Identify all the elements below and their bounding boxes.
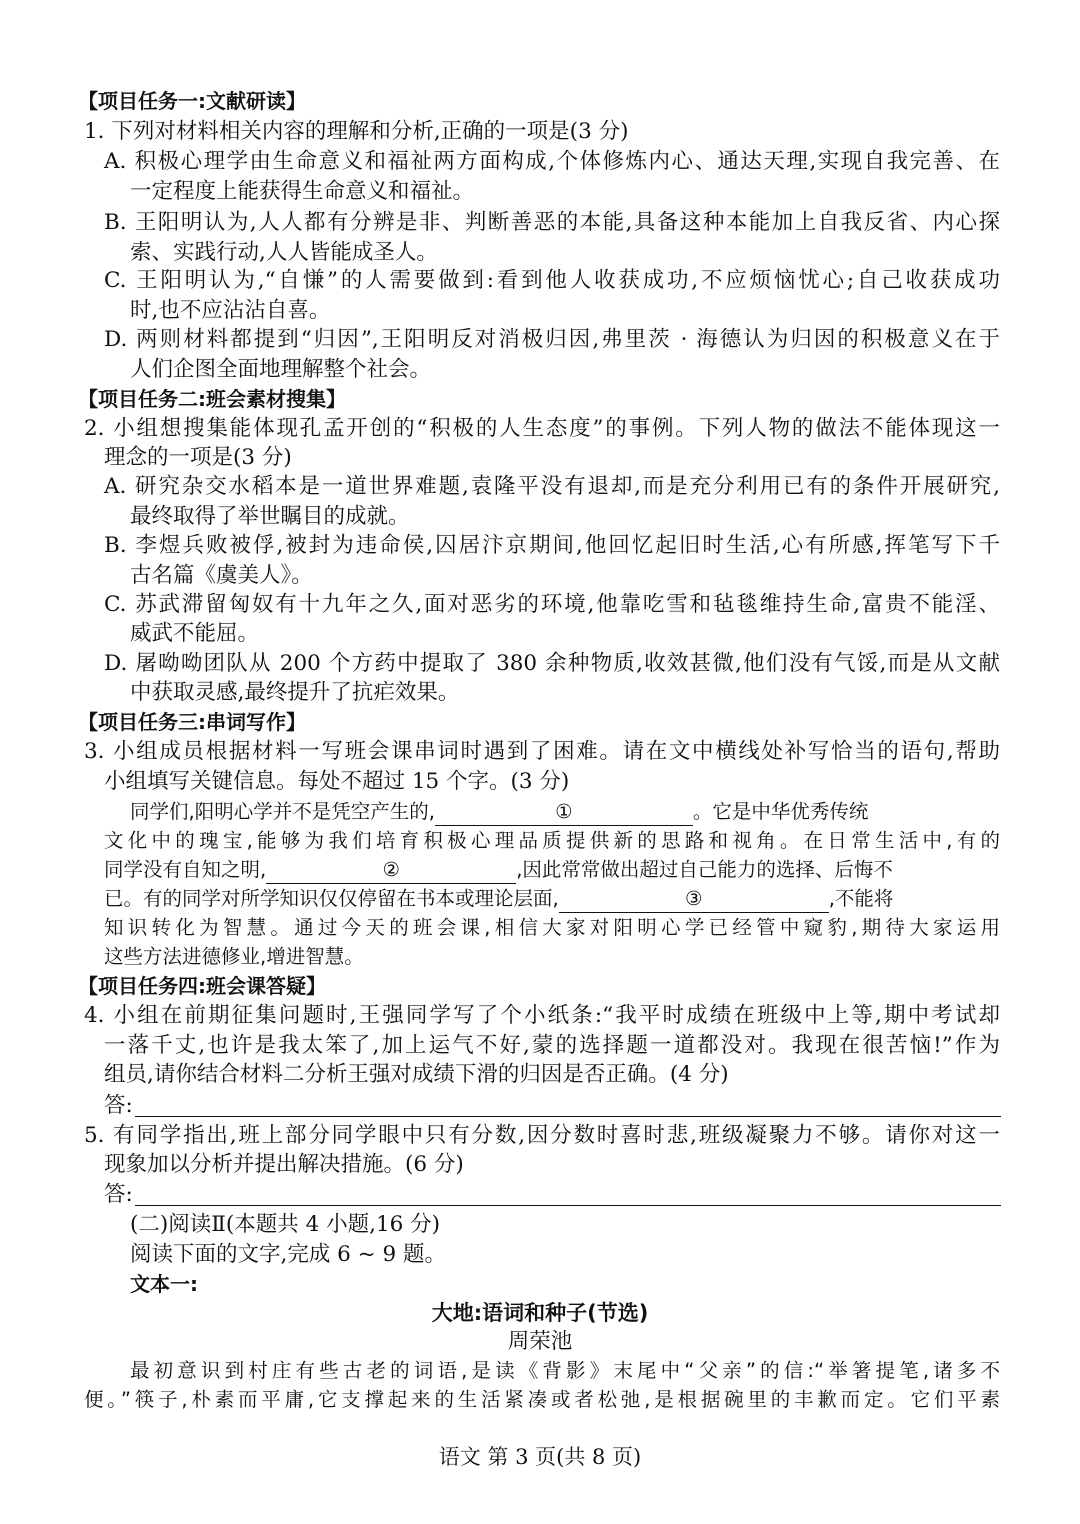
fill-blank-3[interactable]: ③ xyxy=(559,886,829,913)
article-author: 周荣池 xyxy=(507,1329,573,1354)
q1-option-a-cont: 一定程度上能获得生命意义和福祉。 xyxy=(130,179,475,204)
question-4-stem: 4. 小组在前期征集问题时,王强同学写了个小纸条:“我平时成绩在班级中上等,期中考试却 xyxy=(84,1003,1000,1028)
passage-line-2: 文化中的瑰宝,能够为我们培育积极心理品质提供新的思路和视角。在日常生活中,有的 xyxy=(104,829,1000,852)
question-5-stem: 5. 有同学指出,班上部分同学眼中只有分数,因分数时喜时悲,班级凝聚力不够。请你对这一 xyxy=(84,1123,1000,1148)
question-2-stem: 2. 小组想搜集能体现孔孟开创的“积极的人生态度”的事例。下列人物的做法不能体现这一 xyxy=(84,416,1000,441)
q4-answer-label: 答: xyxy=(104,1093,133,1118)
question-3-stem: 3. 小组成员根据材料一写班会课串词时遇到了困难。请在文中横线处补写恰当的语句,帮助 xyxy=(84,739,1000,764)
question-5-stem-cont: 现象加以分析并提出解决措施。(6 分) xyxy=(104,1152,464,1177)
q1-option-d-cont: 人们企图全面地理解整个社会。 xyxy=(130,357,432,382)
passage-line-5: 知识转化为智慧。通过今天的班会课,相信大家对阳明心学已经管中窥豹,期待大家运用 xyxy=(104,916,1000,939)
question-4-stem-cont2: 组员,请你结合材料二分析王强对成绩下滑的归因是否正确。(4 分) xyxy=(104,1062,729,1087)
q2-option-d: D. 屠呦呦团队从 200 个方药中提取了 380 余种物质,收效甚微,他们没有气馁,而是从文献 xyxy=(104,651,1000,676)
text-one-label: 文本一: xyxy=(130,1272,198,1296)
fill-blank-2[interactable]: ② xyxy=(266,857,516,884)
q1-option-c: C. 王阳明认为,“自慊”的人需要做到:看到他人收获成功,不应烦恼忧心;自己收获成功 xyxy=(104,268,1000,293)
section-3-header: 【项目任务三:串词写作】 xyxy=(78,710,306,734)
q5-answer-line[interactable] xyxy=(135,1205,1001,1206)
passage-text: ,因此常常做出超过自己能力的选择、后悔不 xyxy=(516,858,893,881)
passage-text: ,不能将 xyxy=(828,887,894,910)
article-body-line-2: 便。”筷子,朴素而平庸,它支撑起来的生活紧凑或者松弛,是根据碗里的丰歉而定。它们平素 xyxy=(84,1388,1000,1411)
passage-line-3 xyxy=(104,855,893,885)
page-footer: 语文 第 3 页(共 8 页) xyxy=(438,1445,642,1469)
reading-2-instruction: 阅读下面的文字,完成 6 ~ 9 题。 xyxy=(130,1242,447,1267)
q1-option-c-cont: 时,也不应沾沾自喜。 xyxy=(130,298,331,323)
question-1-stem: 1. 下列对材料相关内容的理解和分析,正确的一项是(3 分) xyxy=(84,119,629,144)
q2-option-b: B. 李煜兵败被俘,被封为违命侯,囚居汴京期间,他回忆起旧时生活,心有所感,挥笔写下千 xyxy=(104,533,1000,558)
reading-2-heading: (二)阅读Ⅱ(本题共 4 小题,16 分) xyxy=(130,1212,441,1237)
passage-text: 。它是中华优秀传统 xyxy=(692,800,869,823)
question-4-stem-cont: 一落千丈,也许是我太笨了,加上运气不好,蒙的选择题一道都没对。我现在很苦恼!”作为 xyxy=(104,1033,1000,1058)
q2-option-a-cont: 最终取得了举世瞩目的成就。 xyxy=(130,504,410,529)
q5-answer-label: 答: xyxy=(104,1182,133,1207)
q2-option-c: C. 苏武滞留匈奴有十九年之久,面对恶劣的环境,他靠吃雪和毡毯维持生命,富贵不能淫、 xyxy=(104,592,1000,617)
q4-answer-line[interactable] xyxy=(135,1116,1001,1117)
passage-line-1 xyxy=(130,797,868,827)
q2-option-c-cont: 威武不能屈。 xyxy=(130,621,260,646)
q2-option-b-cont: 古名篇《虞美人》。 xyxy=(130,563,313,588)
section-2-header: 【项目任务二:班会素材搜集】 xyxy=(78,387,346,411)
q1-option-b-cont: 索、实践行动,人人皆能成圣人。 xyxy=(130,240,438,265)
q2-option-d-cont: 中获取灵感,最终提升了抗疟效果。 xyxy=(130,680,460,705)
section-4-header: 【项目任务四:班会课答疑】 xyxy=(78,974,326,998)
q1-option-d: D. 两则材料都提到“归因”,王阳明反对消极归因,弗里茨 · 海德认为归因的积极意义在于 xyxy=(104,327,1000,352)
fill-blank-1[interactable]: ① xyxy=(435,799,693,826)
passage-line-6: 这些方法进德修业,增进智慧。 xyxy=(104,945,364,968)
article-title: 大地:语词和种子(节选) xyxy=(431,1301,649,1325)
passage-text: 同学没有自知之明, xyxy=(104,858,267,881)
question-3-stem-cont: 小组填写关键信息。每处不超过 15 个字。(3 分) xyxy=(104,769,570,794)
passage-text: 同学们,阳明心学并不是凭空产生的, xyxy=(130,800,435,823)
passage-text: 已。有的同学对所学知识仅仅停留在书本或理论层面, xyxy=(104,887,559,910)
article-body-line-1: 最初意识到村庄有些古老的词语,是读《背影》末尾中“父亲”的信:“举箸提笔,诸多不 xyxy=(130,1359,1000,1382)
q1-option-b: B. 王阳明认为,人人都有分辨是非、判断善恶的本能,具备这种本能加上自我反省、内心探 xyxy=(104,210,1000,235)
section-1-header: 【项目任务一:文献研读】 xyxy=(78,89,306,113)
q1-option-a: A. 积极心理学由生命意义和福祉两方面构成,个体修炼内心、通达天理,实现自我完善、在 xyxy=(104,149,1000,174)
passage-line-4 xyxy=(104,884,893,914)
q2-option-a: A. 研究杂交水稻本是一道世界难题,袁隆平没有退却,而是充分利用已有的条件开展研究, xyxy=(104,474,1000,499)
question-2-stem-cont: 理念的一项是(3 分) xyxy=(104,445,292,470)
